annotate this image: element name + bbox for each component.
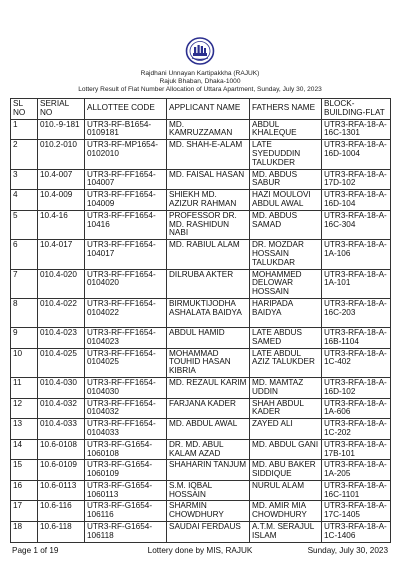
cell-allottee-code: UTR3-RF-MP1654-0102010 [85,140,167,169]
cell-allottee-code: UTR3-RF-FF1654-0104022 [85,298,167,327]
table-row [11,522,391,543]
cell-block-building-flat: UTR3-RFA-18-A-1A-205 [322,460,391,481]
cell-fathers-name: LATE SYEDUDDIN TALUKDER [250,140,322,169]
cell-applicant-name: MD. KAMRUZZAMAN [167,119,250,140]
cell-applicant-name: MD. RABIUL ALAM [167,240,250,269]
lottery-credit: Lottery done by MIS, RAJUK [147,546,253,555]
cell-serial-no: 10.6-116 [38,501,85,522]
document-header [0,70,400,93]
cell-applicant-name: S.M. IQBAL HOSSAIN [167,480,250,501]
table-row [11,269,391,298]
table-row [11,190,391,211]
cell-applicant-name: FARJANA KADER [167,398,250,419]
rajuk-seal-icon [185,36,215,66]
cell-allottee-code: UTR3-RF-G1654-106116 [85,501,167,522]
cell-fathers-name: ZAYED ALI [250,419,322,440]
cell-allottee-code: UTR3-RF-FF1654-0104033 [85,419,167,440]
cell-serial-no: 010.4-030 [38,377,85,398]
org-name: Rajdhani Unnayan Kartipakkha (RAJUK) [140,70,260,77]
cell-sl-no: 15 [11,460,38,481]
cell-fathers-name: LATE ABDUS SAMED [250,327,322,348]
table-row [11,377,391,398]
table-row [11,210,391,239]
cell-allottee-code: UTR3-RF-FF1654-0104032 [85,398,167,419]
cell-fathers-name: ABDUL KHALEQUE [250,119,322,140]
cell-fathers-name: MD. ABDUS SABUR [250,169,322,190]
cell-applicant-name: DR. MD. ABUL KALAM AZAD [167,439,250,460]
cell-fathers-name: MD. ABU BAKER SIDDIQUE [250,460,322,481]
table-row [11,119,391,140]
cell-allottee-code: UTR3-RF-FF1654-104017 [85,240,167,269]
org-address: Rajuk Bhaban, Dhaka-1000 [159,77,241,85]
cell-applicant-name: MD. ABDUL AWAL [167,419,250,440]
cell-sl-no: 12 [11,398,38,419]
cell-allottee-code: UTR3-RF-B1654-0109181 [85,119,167,140]
cell-fathers-name: MD. AMIR MIA CHOWDHURY [250,501,322,522]
table-row [11,169,391,190]
cell-block-building-flat: UTR3-RFA-18-A-16C-1301 [322,119,391,140]
cell-allottee-code: UTR3-RF-FF1654-10416 [85,210,167,239]
column-header-serial-no: SERIAL NO [38,99,85,120]
cell-sl-no: 7 [11,269,38,298]
cell-applicant-name: SHARMIN CHOWDHURY [167,501,250,522]
cell-block-building-flat: UTR3-RFA-18-A-1C-402 [322,348,391,377]
cell-allottee-code: UTR3-RF-FF1654-0104025 [85,348,167,377]
cell-sl-no: 17 [11,501,38,522]
cell-serial-no: 010.2-010 [38,140,85,169]
table-header-row [11,99,391,120]
cell-block-building-flat: UTR3-RFA-18-A-17B-101 [322,439,391,460]
cell-block-building-flat: UTR3-RFA-18-A-17C-1405 [322,501,391,522]
cell-applicant-name: SHIEKH MD. AZIZUR RAHMAN [167,190,250,211]
cell-block-building-flat: UTR3-RFA-18-A-1C-202 [322,419,391,440]
cell-allottee-code: UTR3-RF-G1654-1060109 [85,460,167,481]
cell-serial-no: 010.4-032 [38,398,85,419]
cell-sl-no: 2 [11,140,38,169]
cell-block-building-flat: UTR3-RFA-18-A-16C-304 [322,210,391,239]
cell-fathers-name: MOHAMMED DELOWAR HOSSAIN [250,269,322,298]
cell-applicant-name: MOHAMMAD TOUHID HASAN KIBRIA [167,348,250,377]
cell-serial-no: 10.4-007 [38,169,85,190]
cell-sl-no: 3 [11,169,38,190]
cell-allottee-code: UTR3-RF-FF1654-104007 [85,169,167,190]
page-number: Page 1 of 19 [12,546,59,555]
cell-block-building-flat: UTR3-RFA-18-A-16D-1004 [322,140,391,169]
cell-block-building-flat: UTR3-RFA-18-A-1A-106 [322,240,391,269]
table-row [11,298,391,327]
cell-allottee-code: UTR3-RF-FF1654-0104030 [85,377,167,398]
cell-serial-no: 010.-9-181 [38,119,85,140]
cell-block-building-flat: UTR3-RFA-18-A-16C-203 [322,298,391,327]
cell-sl-no: 6 [11,240,38,269]
cell-sl-no: 13 [11,419,38,440]
table-row [11,327,391,348]
cell-fathers-name: HARIPADA BAIDYA [250,298,322,327]
cell-fathers-name: A.T.M. SERAJUL ISLAM [250,522,322,543]
cell-allottee-code: UTR3-RF-G1654-1060108 [85,439,167,460]
cell-serial-no: 10.4-16 [38,210,85,239]
cell-serial-no: 10.6-118 [38,522,85,543]
cell-serial-no: 010.4-022 [38,298,85,327]
cell-applicant-name: DILRUBA AKTER [167,269,250,298]
column-header-block-building-flat: BLOCK-BUILDING-FLAT [322,99,391,120]
table-row [11,439,391,460]
cell-block-building-flat: UTR3-RFA-18-A-1A-101 [322,269,391,298]
cell-allottee-code: UTR3-RF-FF1654-104009 [85,190,167,211]
cell-sl-no: 1 [11,119,38,140]
cell-applicant-name: SHAHARIN TANJUM [167,460,250,481]
cell-applicant-name: MD. FAISAL HASAN [167,169,250,190]
cell-serial-no: 010.4-025 [38,348,85,377]
cell-allottee-code: UTR3-RF-G1654-106118 [85,522,167,543]
cell-sl-no: 14 [11,439,38,460]
lottery-result-table [10,98,391,543]
cell-block-building-flat: UTR3-RFA-18-A-16B-1104 [322,327,391,348]
table-row [11,240,391,269]
cell-block-building-flat: UTR3-RFA-18-A-17D-102 [322,169,391,190]
document-title: Lottery Result of Flat Number Allocation of Uttara Apartment, Sunday, July 30, 2023 [78,85,322,93]
cell-sl-no: 4 [11,190,38,211]
table-row [11,140,391,169]
table-row [11,501,391,522]
column-header-fathers-name: FATHERS NAME [250,99,322,120]
cell-serial-no: 10.4-009 [38,190,85,211]
cell-serial-no: 10.4-017 [38,240,85,269]
cell-fathers-name: DR. MOZDAR HOSSAIN TALUKDAR [250,240,322,269]
cell-block-building-flat: UTR3-RFA-18-A-16C-1101 [322,480,391,501]
table-row [11,419,391,440]
cell-sl-no: 5 [11,210,38,239]
cell-block-building-flat: UTR3-RFA-18-A-1C-1406 [322,522,391,543]
cell-block-building-flat: UTR3-RFA-18-A-16D-102 [322,377,391,398]
cell-allottee-code: UTR3-RF-FF1654-0104023 [85,327,167,348]
column-header-sl-no: SL NO [11,99,38,120]
cell-applicant-name: BIRMUKTIJODHA ASHALATA BAIDYA [167,298,250,327]
cell-block-building-flat: UTR3-RFA-18-A-16D-104 [322,190,391,211]
cell-sl-no: 9 [11,327,38,348]
cell-sl-no: 16 [11,480,38,501]
column-header-allottee-code: ALLOTTEE CODE [85,99,167,120]
cell-serial-no: 10.6-0109 [38,460,85,481]
cell-serial-no: 10.6-0108 [38,439,85,460]
column-header-applicant-name: APPLICANT NAME [167,99,250,120]
cell-applicant-name: PROFESSOR DR. MD. RASHIDUN NABI [167,210,250,239]
cell-sl-no: 10 [11,348,38,377]
cell-sl-no: 8 [11,298,38,327]
cell-allottee-code: UTR3-RF-FF1654-0104020 [85,269,167,298]
cell-serial-no: 010.4-023 [38,327,85,348]
cell-block-building-flat: UTR3-RFA-18-A-1A-606 [322,398,391,419]
cell-sl-no: 11 [11,377,38,398]
cell-applicant-name: ABDUL HAMID [167,327,250,348]
table-row [11,460,391,481]
cell-serial-no: 10.6-0113 [38,480,85,501]
cell-fathers-name: NURUL ALAM [250,480,322,501]
cell-serial-no: 010.4-020 [38,269,85,298]
cell-fathers-name: MD. MAMTAZ UDDIN [250,377,322,398]
cell-allottee-code: UTR3-RF-G1654-1060113 [85,480,167,501]
cell-applicant-name: MD. SHAH-E-ALAM [167,140,250,169]
table-row [11,480,391,501]
cell-fathers-name: HAZI MOULOVI ABDUL AWAL [250,190,322,211]
cell-sl-no: 18 [11,522,38,543]
footer-date: Sunday, July 30, 2023 [307,546,388,555]
table-row [11,398,391,419]
cell-serial-no: 010.4-033 [38,419,85,440]
cell-fathers-name: SHAH ABDUL KADER [250,398,322,419]
cell-applicant-name: SAUDAI FERDAUS [167,522,250,543]
cell-fathers-name: LATE ABDUL AZIZ TALUKDER [250,348,322,377]
cell-fathers-name: MD. ABDUS SAMAD [250,210,322,239]
cell-fathers-name: MD. ABDUL GANI [250,439,322,460]
table-row [11,348,391,377]
cell-applicant-name: MD. REZAUL KARIM [167,377,250,398]
